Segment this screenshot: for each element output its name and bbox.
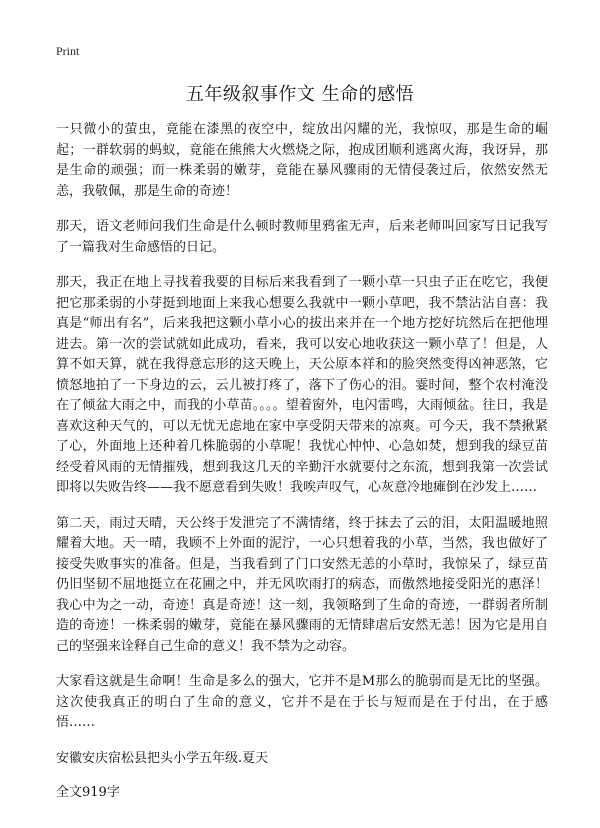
paragraph: 第二天，雨过天晴，天公终于发泄完了不满情绪，终于抹去了云的泪，太阳温暖地照耀着大地。天一晴，我顾不上外面的泥泞，一心只想着我的小草，当然，我也做好了接受失败事实的准备。但是，当我看到了门口安然无恙的小草时，我惊呆了，绿豆苗仍旧坚韧不屈地挺立在花圃之中，并无风吹雨打的病态，而傲然地接受阳光的惠泽！我心中为之一动，奇迹！真是奇迹！这一刻，我领略到了生命的奇迹，一群弱者所制造的奇迹！一株柔弱的嫩芽，竟能在暴风骤雨的无情肆虐后安然无恙！因为它是用自己的坚强来诠释自己生命的意义！我不禁为之动容。	[56, 515, 548, 654]
author-line: 安徽安庆宿松县把头小学五年级.夏天	[56, 750, 269, 766]
paragraph: 那天，语文老师问我们生命是什么顿时教师里鸦雀无声，后来老师叫回家写日记我写了一篇我对生命感悟的日记。	[56, 219, 548, 255]
print-link[interactable]: Print	[56, 44, 80, 58]
article-title: 五年级叙事作文 生命的感悟	[185, 84, 415, 105]
article-body	[56, 120, 548, 817]
paragraph: 一只微小的萤虫，竟能在漆黑的夜空中，绽放出闪耀的光，我惊叹，那是生命的崛起；一群软弱的蚂蚁，竟能在熊熊大火燃烧之际，抱成团顺利逃离火海，我讶异，那是生命的顽强；而一株柔弱的嫩芽，竟能在暴风骤雨的无情侵袭过后，依然安然无恙，我敬佩，那是生命的奇迹！	[56, 122, 548, 199]
paragraph: 大家看这就是生命啊！生命是多么的强大，它并不是M那么的脆弱而是无比的坚强。这次使我真正的明白了生命的意义，它并不是在于长与短而是在于付出，在于感悟……	[56, 674, 548, 730]
paragraph: 那天，我正在地上寻找着我要的目标后来我看到了一颗小草一只虫子正在吃它，我便把它那柔弱的小芽挺到地面上来我心想要么我就中一颗小草吧，我不禁沾沾自喜：我真是“师出有名”，后来我把这颗小草小心的拔出来并在一个地方挖好坑然后在把他埋进去。第一次的尝试就如此成功，看来，我可以安心地收获这一颗小草了！但是，人算不如天算，就在我得意忘形的这天晚上，天公原本祥和的脸突然变得凶神恶煞，它愤怒地拍了一下身边的云，云儿被打疼了，落下了伤心的泪。霎时间，整个农村淹没在了倾盆大雨之中，而我的小草苗。。。。望着窗外，电闪雷鸣，大雨倾盆。往日，我是喜欢这种天气的，可以无忧无虑地在家中享受阴天带来的凉爽。可今天，我不禁揪紧了心，外面地上还种着几株脆弱的小草呢！我忧心忡忡、心急如焚，想到我的绿豆苗经受着风雨的无情摧残，想到我这几天的辛勤汗水就要付之东流，想到我第一次尝试即将以失败告终——我不愿意看到失败！我唉声叹气，心灰意冷地瘫倒在沙发上……	[56, 275, 548, 495]
word-count: 全文919字	[56, 784, 120, 800]
